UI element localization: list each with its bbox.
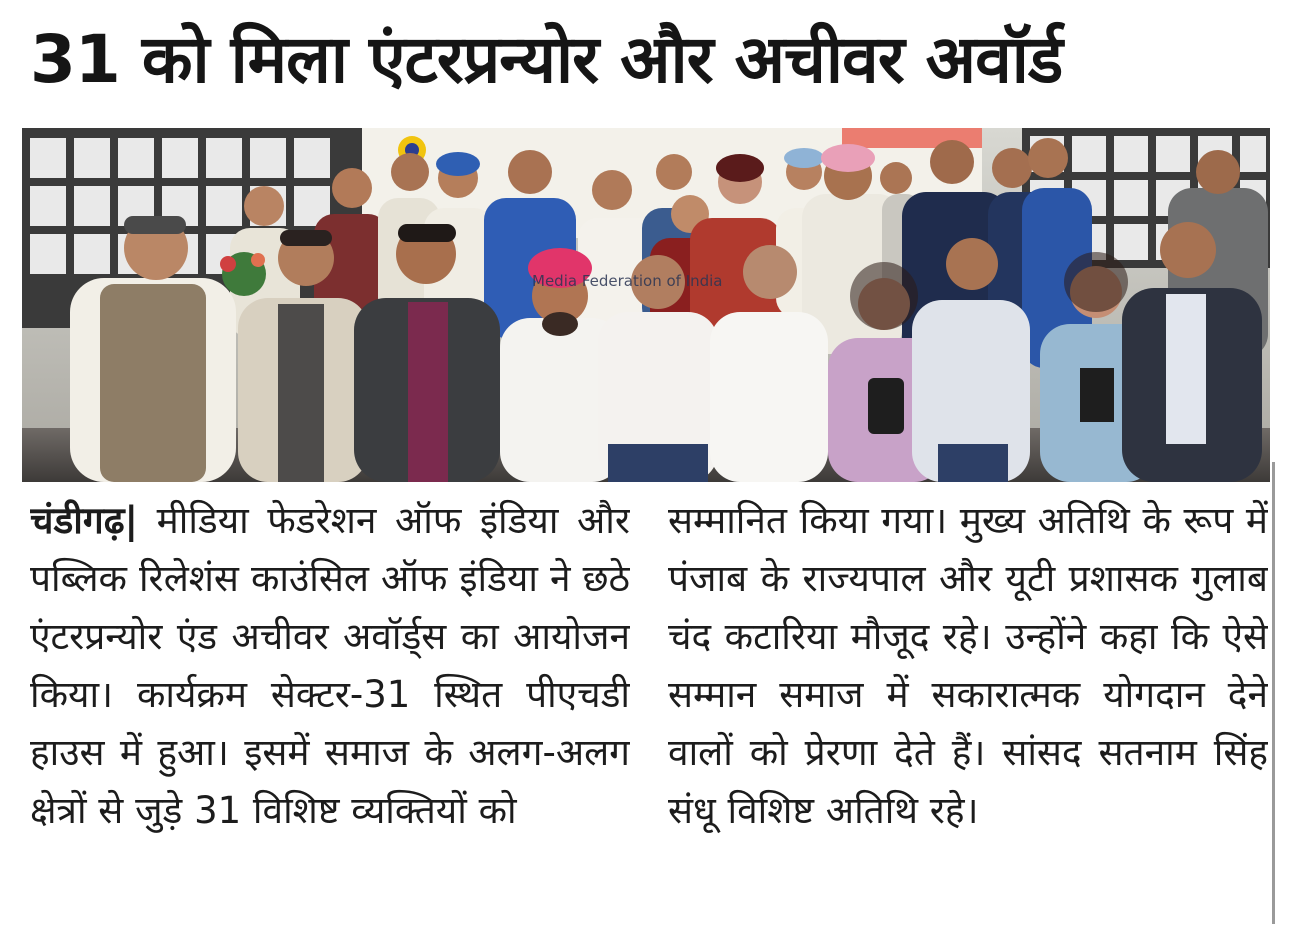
article-column-1 bbox=[30, 492, 630, 912]
group-photo-illustration bbox=[22, 128, 1270, 482]
page-edge-divider bbox=[1272, 462, 1275, 924]
news-photo bbox=[22, 128, 1270, 482]
article-column-2 bbox=[668, 492, 1268, 912]
headline: 31 को मिला एंटरप्रन्योर और अचीवर अवॉर्ड bbox=[30, 21, 1063, 98]
banner-text: Media Federation of India bbox=[532, 272, 723, 290]
column-1-text: मीडिया फेडरेशन ऑफ इंडिया और पब्लिक रिलेशंस काउंसिल ऑफ इंडिया ने छठे एंटरप्रन्योर एंड अचीवर अवॉर्ड्स का आयोजन किया। कार्यक्रम सेक्टर-31 स्थित पीएचडी हाउस में हुआ। इसमें समाज के अलग-अलग क्षेत्रों से जुड़े 31 विशिष्ट व्यक्तियों को bbox=[30, 499, 630, 832]
dateline: चंडीगढ़| bbox=[30, 499, 139, 542]
column-2-text: सम्मानित किया गया। मुख्य अतिथि के रूप में पंजाब के राज्यपाल और यूटी प्रशासक गुलाब चंद कटारिया मौजूद रहे। उन्होंने कहा कि ऐसे सम्मान समाज में सकारात्मक योगदान देने वालों को प्रेरणा देते हैं। सांसद सतनाम सिंह संधू विशिष्ट अतिथि रहे। bbox=[668, 499, 1268, 832]
